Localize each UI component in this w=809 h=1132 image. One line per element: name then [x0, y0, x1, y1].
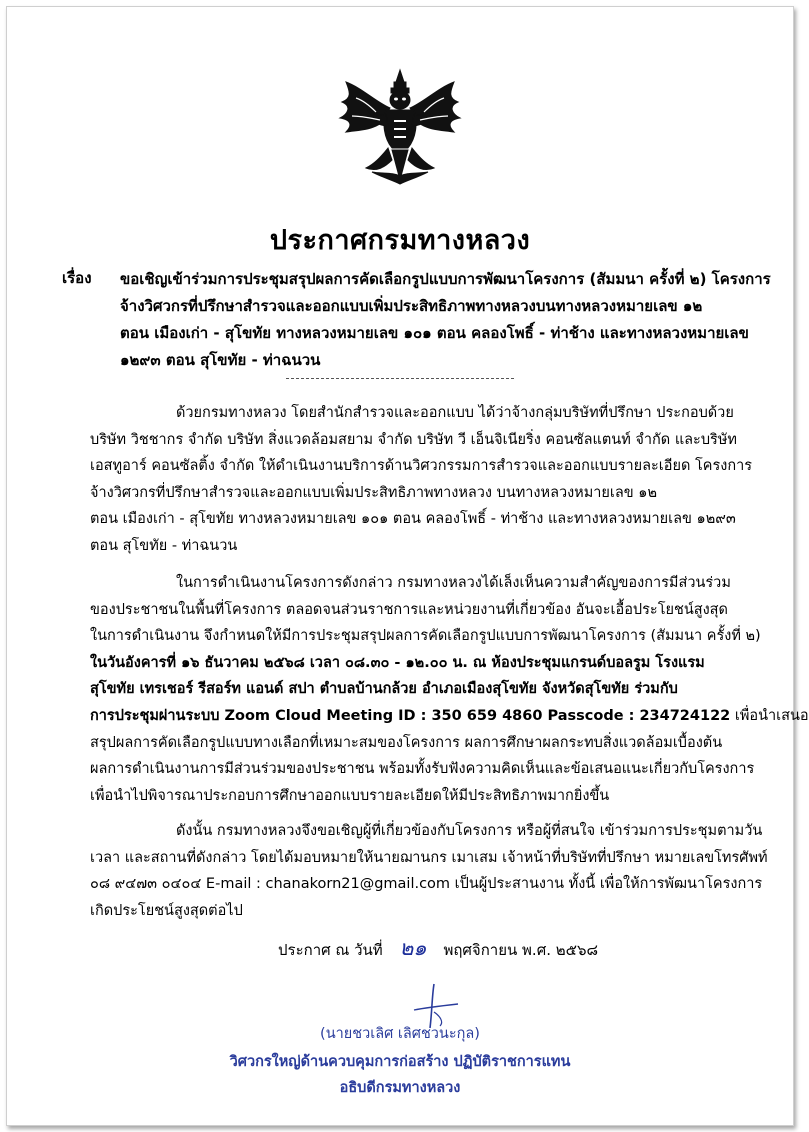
subject-line: ๑๒๙๓ ตอน สุโขทัย - ท่าฉนวน — [120, 351, 321, 369]
meeting-info: การประชุมผ่านระบบ Zoom Cloud Meeting ID : 350 659 4860 Passcode : 234724122 — [90, 707, 731, 724]
paragraph-line: ด้วยกรมทางหลวง โดยสำนักสำรวจและออกแบบ ได้ว่าจ้างกลุ่มบริษัทที่ปรึกษา ประกอบด้วย — [176, 405, 734, 421]
paragraph-line: เพื่อนำไปพิจารณาประกอบการศึกษาออกแบบรายละเอียดให้มีประสิทธิภาพมากยิ่งขึ้น — [90, 787, 610, 804]
date-prefix: ประกาศ ณ วันที่ — [278, 941, 383, 959]
paragraph-line: ๐๘ ๙๔๗๓ ๐๔๐๔ E-mail : chanakorn21@gmail.com เป็นผู้ประสานงาน ทั้งนี้ เพื่อให้การพัฒนาโครงการ — [90, 876, 763, 893]
paragraph-line: สรุปผลการคัดเลือกรูปแบบทางเลือกที่เหมาะสมของโครงการ ผลการศึกษาผลกระทบสิ่งแวดล้อมเบื้องต้น — [90, 734, 723, 751]
announcement-date — [278, 932, 598, 965]
paragraph-1 — [90, 400, 753, 560]
paragraph-line: เอสทูอาร์ คอนซัลติ้ง จำกัด ให้ดำเนินงานบริการด้านวิศวกรรมการสำรวจและออกแบบรายละเอียด โครงการ — [90, 458, 753, 475]
subject-text — [120, 266, 771, 374]
paragraph-2 — [90, 570, 809, 809]
subject-label: เรื่อง — [62, 269, 92, 287]
subject-line: ขอเชิญเข้าร่วมการประชุมสรุปผลการคัดเลือกรูปแบบการพัฒนาโครงการ (สัมมนา ครั้งที่ ๒) โครงการ — [120, 270, 771, 288]
date-month-year: พฤศจิกายน พ.ศ. ๒๕๖๘ — [443, 941, 599, 959]
paragraph-line: ของประชาชนในพื้นที่โครงการ ตลอดจนส่วนราชการและหน่วยงานที่เกี่ยวข้อง อันจะเอื้อประโยชน์สูงสุด — [90, 601, 728, 618]
paragraph-line: บริษัท วิชชากร จำกัด บริษัท สิ่งแวดล้อมสยาม จำกัด บริษัท วี เอ็นจิเนียริ่ง คอนซัลแตนท์ จำกัด และบริษัท — [90, 431, 737, 448]
page-title: ประกาศกรมทางหลวง — [269, 225, 531, 256]
signatory-position: วิศวกรใหญ่ด้านควบคุมการก่อสร้าง ปฏิบัติราชการแทน — [229, 1054, 571, 1070]
subject-line: ตอน เมืองเก่า - สุโขทัย ทางหลวงหมายเลข ๑๐๑ ตอน คลองโพธิ์ - ท่าช้าง และทางหลวงหมายเลข — [120, 324, 749, 342]
signatory-position-2: อธิบดีกรมทางหลวง — [339, 1080, 461, 1096]
subject-divider — [286, 378, 514, 379]
garuda-emblem-icon — [336, 68, 464, 186]
paragraph-line: ในการดำเนินงานโครงการดังกล่าว กรมทางหลวงได้เล็งเห็นความสำคัญของการมีส่วนร่วม — [176, 575, 731, 591]
paragraph-line: เกิดประโยชน์สูงสุดต่อไป — [90, 902, 243, 919]
paragraph-line: ผลการดำเนินงานการมีส่วนร่วมของประชาชน พร้อมทั้งรับฟังความคิดเห็นและข้อเสนอแนะเกี่ยวกับโครงการ — [90, 761, 755, 778]
paragraph-line: ตอน เมืองเก่า - สุโขทัย ทางหลวงหมายเลข ๑๐๑ ตอน คลองโพธิ์ - ท่าช้าง และทางหลวงหมายเลข ๑๒๙๓ — [90, 511, 736, 528]
paragraph-line: ในการดำเนินงาน จึงกำหนดให้มีการประชุมสรุปผลการคัดเลือกรูปแบบการพัฒนาโครงการ (สัมมนา ครั้งที่ ๒) — [90, 628, 761, 645]
paragraph-line: ในวันอังคารที่ ๑๖ ธันวาคม ๒๕๖๘ เวลา ๐๘.๓๐ - ๑๒.๐๐ น. ณ ห้องประชุมแกรนด์บอลรูม โรงแรม — [90, 654, 705, 671]
paragraph-line-tail: เพื่อนำเสนอ — [734, 707, 809, 724]
paragraph-line: ดังนั้น กรมทางหลวงจึงขอเชิญผู้ที่เกี่ยวข้องกับโครงการ หรือผู้ที่สนใจ เข้าร่วมการประชุมตามวัน — [176, 823, 763, 839]
signatory-name: (นายชวเลิศ เลิศชวนะกุล) — [320, 1026, 480, 1042]
paragraph-line: ตอน สุโขทัย - ท่าฉนวน — [90, 537, 238, 554]
paragraph-3 — [90, 818, 768, 924]
paragraph-line: สุโขทัย เทรเชอร์ รีสอร์ท แอนด์ สปา ตำบลบ้านกล้วย อำเภอเมืองสุโขทัย จังหวัดสุโขทัย ร่วมกับ — [90, 681, 678, 698]
paragraph-line: เวลา และสถานที่ดังกล่าว โดยได้มอบหมายให้นายฌานกร เมาเสม เจ้าหน้าที่บริษัทที่ปรึกษา หมายเลขโทรศัพท์ — [90, 849, 768, 866]
paragraph-line: จ้างวิศวกรที่ปรึกษาสำรวจและออกแบบเพิ่มประสิทธิภาพทางหลวง บนทางหลวงหมายเลข ๑๒ — [90, 484, 658, 501]
date-day: ๒๑ — [399, 936, 427, 960]
paragraph-line — [90, 703, 809, 730]
subject-line: จ้างวิศวกรที่ปรึกษาสำรวจและออกแบบเพิ่มประสิทธิภาพทางหลวงบนทางหลวงหมายเลข ๑๒ — [120, 297, 703, 315]
